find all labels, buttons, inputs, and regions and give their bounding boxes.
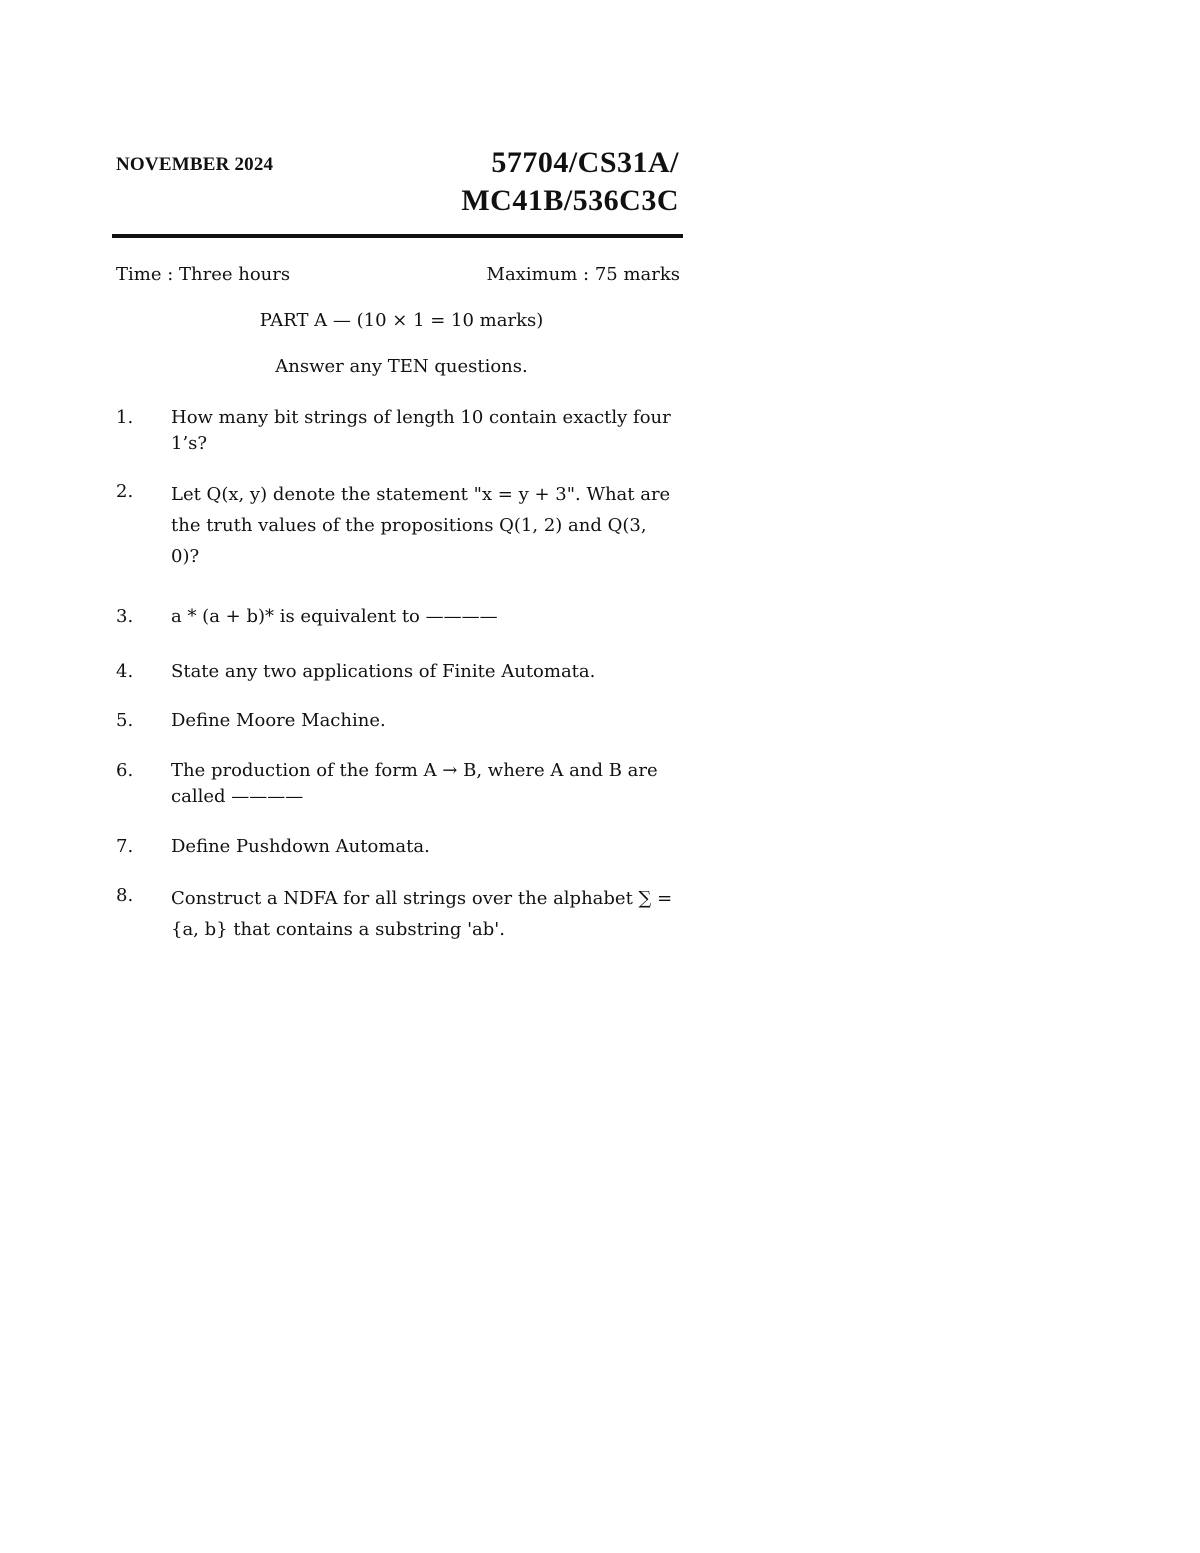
question-number: 5. — [116, 710, 134, 731]
part-a-instruction: Answer any TEN questions. — [275, 356, 528, 377]
paper-header — [112, 140, 683, 232]
question-8 — [112, 883, 683, 945]
question-number: 2. — [116, 481, 134, 502]
question-6 — [112, 758, 683, 810]
exam-paper — [112, 140, 683, 380]
exam-meta — [112, 262, 683, 288]
question-number: 4. — [116, 661, 134, 682]
question-7 — [112, 834, 683, 860]
question-text: Define Pushdown Automata. — [171, 836, 430, 857]
question-1 — [112, 405, 683, 457]
question-text: State any two applications of Finite Automata. — [171, 661, 596, 682]
question-2 — [112, 479, 683, 572]
question-number: 7. — [116, 836, 134, 857]
question-text: Construct a NDFA for all strings over the alphabet ∑ = {a, b} that contains a substring 'ab'. — [171, 888, 673, 940]
question-5 — [112, 708, 683, 734]
exam-month: NOVEMBER 2024 — [116, 154, 274, 175]
question-number: 3. — [116, 606, 134, 627]
question-text: Let Q(x, y) denote the statement "x = y + 3". What are the truth values of the propositions Q(1, 2) and Q(3, 0)? — [171, 484, 671, 567]
maximum-marks: Maximum : 75 marks — [486, 264, 680, 285]
question-number: 8. — [116, 885, 134, 906]
paper-code-line-1: 57704/CS31A/ — [491, 146, 679, 179]
paper-code-line-2: MC41B/536C3C — [461, 184, 679, 217]
question-text: How many bit strings of length 10 contain exactly four 1’s? — [171, 407, 671, 454]
question-3 — [112, 604, 683, 630]
question-number: 1. — [116, 407, 134, 428]
paper-code — [461, 144, 679, 220]
question-number: 6. — [116, 760, 134, 781]
time-allowed: Time : Three hours — [116, 264, 291, 285]
question-text: Define Moore Machine. — [171, 710, 386, 731]
question-4 — [112, 659, 683, 685]
question-text: The production of the form A → B, where A and B are called ———— — [171, 760, 658, 807]
question-text: a * (a + b)* is equivalent to ———— — [171, 606, 498, 627]
header-divider — [112, 234, 683, 238]
part-a-heading: PART A — (10 × 1 = 10 marks) — [259, 310, 544, 331]
